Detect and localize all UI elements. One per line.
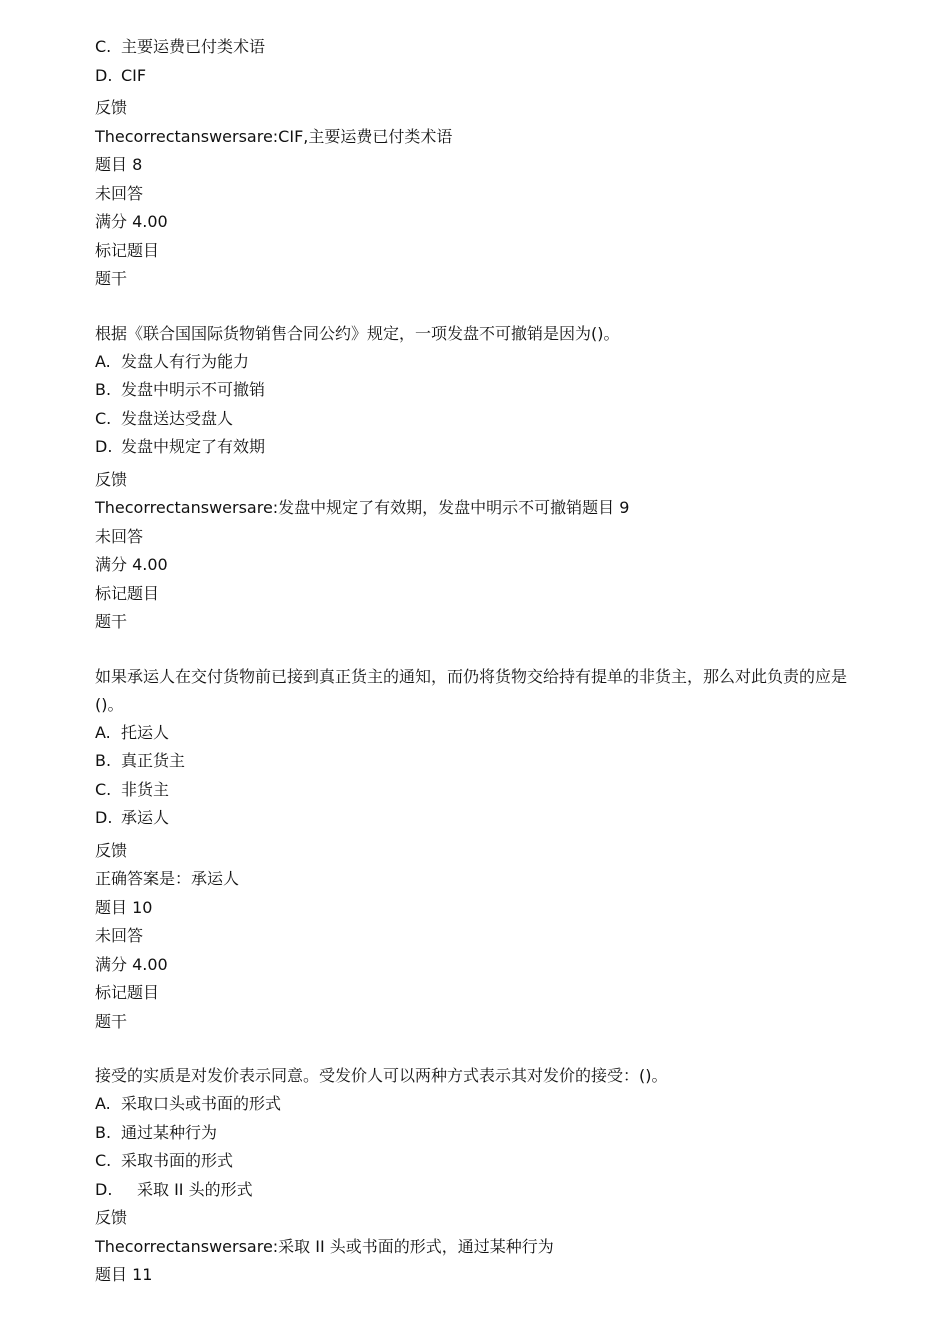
option-letter: A. xyxy=(95,1094,111,1113)
option-a[interactable] xyxy=(95,1090,865,1119)
option-text: 非货主 xyxy=(121,779,170,799)
option-text: 承运人 xyxy=(121,808,170,827)
option-a[interactable] xyxy=(95,719,865,748)
option-letter: D. xyxy=(95,1179,113,1199)
option-d[interactable] xyxy=(95,433,865,462)
question-status: 未回答 xyxy=(95,926,144,945)
question-score: 满分 4.00 xyxy=(95,954,168,974)
option-b[interactable] xyxy=(95,747,865,776)
option-c[interactable] xyxy=(95,405,865,434)
question-stem: 如果承运人在交付货物前已接到真正货主的通知，而仍将货物交给持有提单的非货主，那么对此负责的应是()。 xyxy=(95,666,848,714)
option-letter: A. xyxy=(95,722,111,742)
option-d xyxy=(95,62,865,91)
question-status: 未回答 xyxy=(95,526,144,546)
option-c[interactable] xyxy=(95,1147,865,1176)
question-stem: 接受的实质是对发价表示同意。受发价人可以两种方式表示其对发价的接受：()。 xyxy=(95,1066,668,1085)
option-text: 托运人 xyxy=(121,722,170,742)
option-letter: C. xyxy=(95,37,112,56)
feedback-answer: 正确答案是：承运人 xyxy=(95,869,240,888)
feedback-label: 反馈 xyxy=(95,469,128,489)
question-status: 未回答 xyxy=(95,183,144,203)
option-letter: C. xyxy=(95,408,112,428)
flag-question-link[interactable]: 标记题目 xyxy=(95,240,160,260)
question-stem: 根据《联合国国际货物销售合同公约》规定，一项发盘不可撤销是因为()。 xyxy=(95,323,620,343)
stem-label: 题干 xyxy=(95,1011,128,1031)
question-score: 满分 4.00 xyxy=(95,555,168,574)
feedback-label: 反馈 xyxy=(95,98,128,117)
option-text: 主要运费已付类术语 xyxy=(121,37,266,56)
feedback-answer: Thecorrectanswersare:CIF,主要运费已付类术语 xyxy=(95,126,453,146)
option-letter: C. xyxy=(95,1151,112,1170)
option-d[interactable] xyxy=(95,804,865,833)
option-a[interactable] xyxy=(95,348,865,377)
option-b[interactable] xyxy=(95,1119,865,1148)
question-title: 题目 8 xyxy=(95,155,143,174)
question-score: 满分 4.00 xyxy=(95,212,168,231)
option-letter: D. xyxy=(95,808,113,827)
option-d[interactable] xyxy=(95,1176,865,1205)
option-b[interactable] xyxy=(95,376,865,405)
stem-label: 题干 xyxy=(95,269,128,288)
feedback-label: 反馈 xyxy=(95,1208,128,1227)
feedback-answer: Thecorrectanswersare:采取 II 头或书面的形式，通过某种行为 xyxy=(95,1236,554,1256)
option-c xyxy=(95,33,865,62)
document-page xyxy=(95,33,865,1290)
option-text: 发盘人有行为能力 xyxy=(121,351,250,371)
option-letter: C. xyxy=(95,779,112,799)
feedback-label: 反馈 xyxy=(95,840,128,860)
question-title: 题目 10 xyxy=(95,897,153,917)
option-text: 通过某种行为 xyxy=(121,1122,218,1142)
option-letter: B. xyxy=(95,751,112,770)
option-text: 采取 II 头的形式 xyxy=(137,1179,253,1199)
flag-question-link[interactable]: 标记题目 xyxy=(95,583,160,603)
option-text: 采取书面的形式 xyxy=(121,1151,234,1170)
option-text: 发盘送达受盘人 xyxy=(121,408,234,428)
option-text: 发盘中规定了有效期 xyxy=(121,437,266,456)
option-text: 真正货主 xyxy=(121,751,186,770)
option-letter: B. xyxy=(95,380,112,399)
question-title: 题目 11 xyxy=(95,1265,153,1284)
option-letter: D. xyxy=(95,437,113,456)
option-text: 采取口头或书面的形式 xyxy=(121,1094,282,1113)
option-text: CIF xyxy=(121,65,147,85)
option-letter: A. xyxy=(95,351,111,371)
option-text: 发盘中明示不可撤销 xyxy=(121,380,266,399)
feedback-answer: Thecorrectanswersare:发盘中规定了有效期，发盘中明示不可撤销题目 9 xyxy=(95,498,630,517)
option-c[interactable] xyxy=(95,776,865,805)
flag-question-link[interactable]: 标记题目 xyxy=(95,983,160,1002)
option-letter: B. xyxy=(95,1122,112,1142)
option-letter: D. xyxy=(95,65,113,85)
stem-label: 题干 xyxy=(95,612,128,631)
